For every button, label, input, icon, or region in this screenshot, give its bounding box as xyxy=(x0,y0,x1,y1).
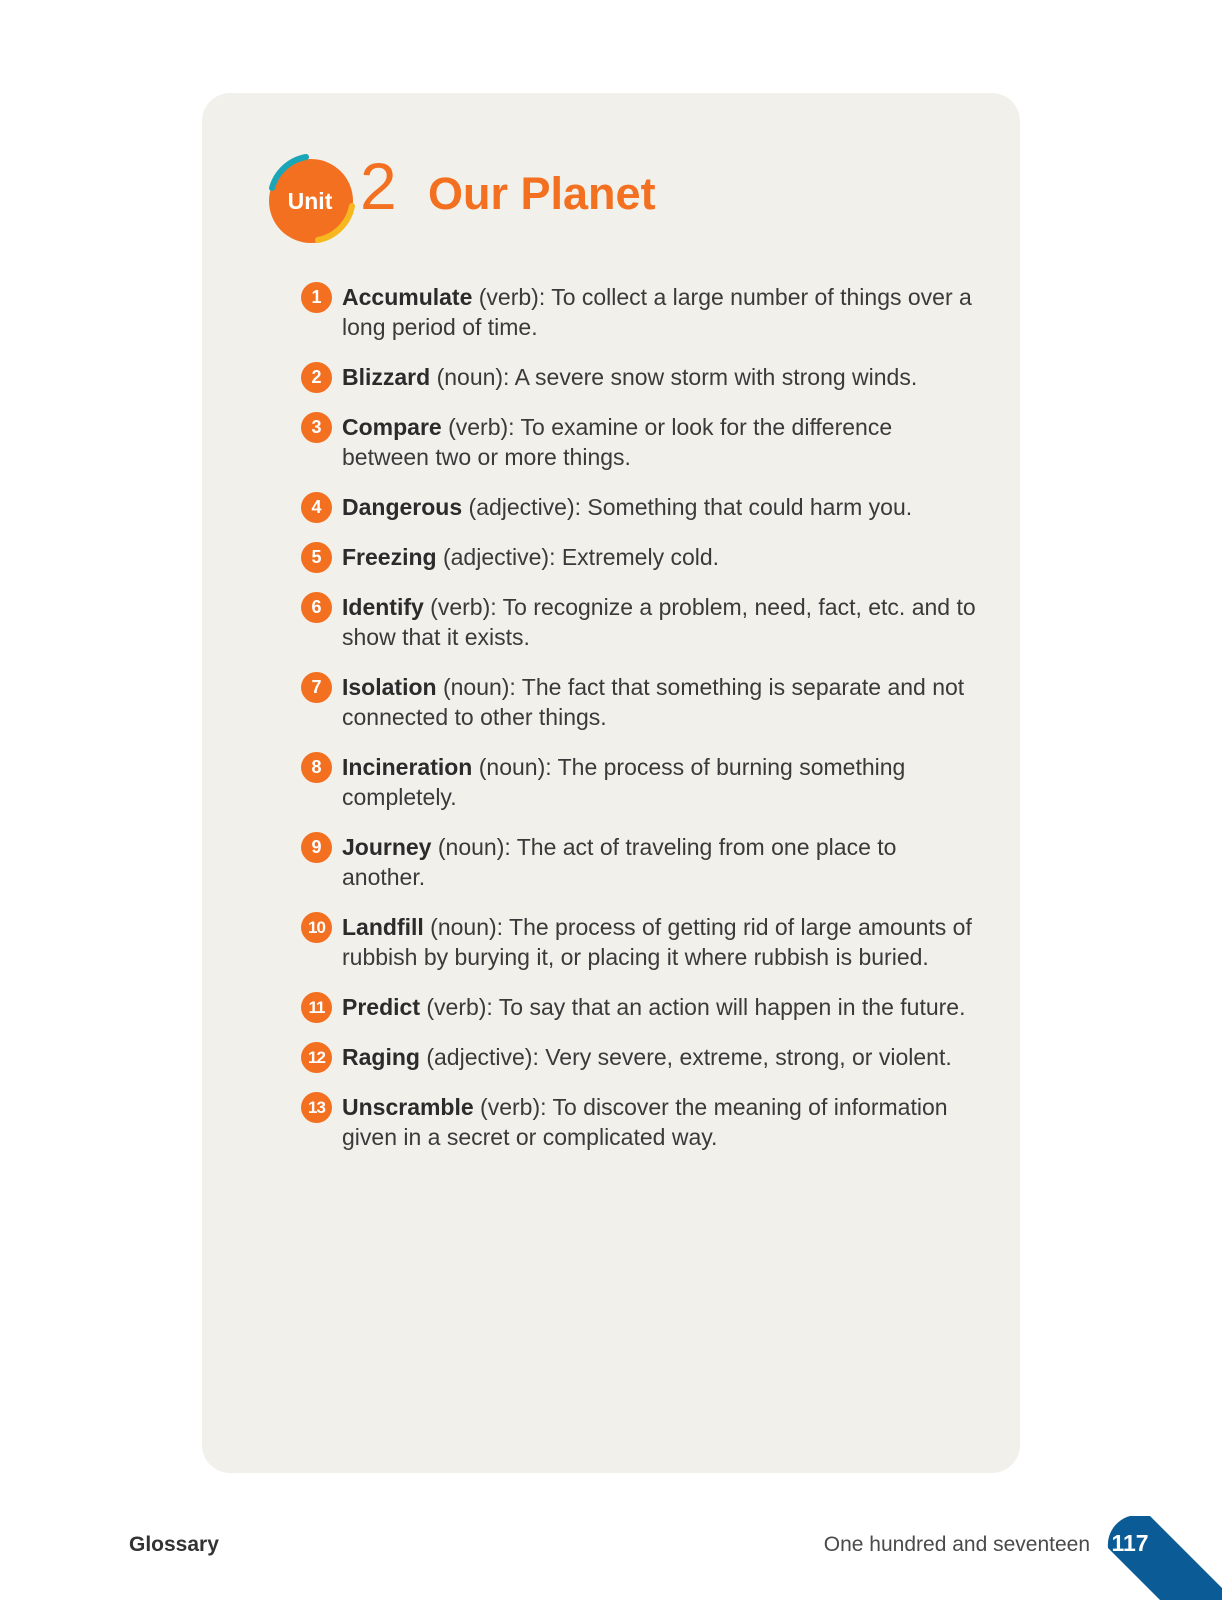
glossary-entry xyxy=(301,412,981,472)
glossary-term: Landfill xyxy=(342,914,424,940)
glossary-entry xyxy=(301,832,981,892)
entry-number-badge: 9 xyxy=(301,832,332,863)
entry-number-badge: 12 xyxy=(301,1042,332,1073)
glossary-entry xyxy=(301,992,981,1022)
glossary-term: Freezing xyxy=(342,544,437,570)
entry-number-badge: 4 xyxy=(301,492,332,523)
glossary-definition: (adjective): Extremely cold. xyxy=(436,544,720,570)
entry-number-badge: 3 xyxy=(301,412,332,443)
glossary-entry xyxy=(301,752,981,812)
glossary-term: Accumulate xyxy=(342,284,473,310)
glossary-term: Unscramble xyxy=(342,1094,474,1120)
footer-page-words: One hundred and seventeen xyxy=(823,1533,1090,1556)
entry-number-badge: 10 xyxy=(301,912,332,943)
entry-number-badge: 1 xyxy=(301,282,332,313)
entry-number-badge: 5 xyxy=(301,542,332,573)
glossary-entry xyxy=(301,912,981,972)
glossary-definition: (verb): To recognize a problem, need, fact, etc. and to show that it exists. xyxy=(342,594,976,650)
unit-label: Unit xyxy=(287,188,333,214)
page-tab-shape-icon xyxy=(1100,1516,1222,1600)
glossary-definition: (verb): To discover the meaning of information given in a secret or complicated way. xyxy=(342,1094,948,1150)
glossary-definition: (verb): To say that an action will happen in the future. xyxy=(419,994,966,1020)
glossary-definition: (noun): The act of traveling from one place to another. xyxy=(342,834,897,890)
glossary-definition: (noun): The fact that something is separate and not connected to other things. xyxy=(342,674,965,730)
unit-number: 2 xyxy=(360,149,397,223)
glossary-definition: (noun): The process of burning something completely. xyxy=(342,754,906,810)
page-tab xyxy=(1100,1516,1222,1600)
glossary-entry xyxy=(301,492,981,522)
glossary-entry xyxy=(301,362,981,392)
footer-section-label: Glossary xyxy=(129,1533,219,1556)
glossary-term: Raging xyxy=(342,1044,420,1070)
page-title: Our Planet xyxy=(428,168,656,219)
entry-number-badge: 11 xyxy=(301,992,332,1023)
glossary-definition: (adjective): Very severe, extreme, strong, or violent. xyxy=(419,1044,952,1070)
glossary-definition: (adjective): Something that could harm you. xyxy=(462,494,913,520)
glossary-definition: (verb): To collect a large number of things over a long period of time. xyxy=(342,284,972,340)
entry-number-badge: 6 xyxy=(301,592,332,623)
glossary-term: Predict xyxy=(342,994,420,1020)
page-number: 117 xyxy=(1111,1530,1149,1556)
glossary-term: Isolation xyxy=(342,674,437,700)
entry-number-badge: 8 xyxy=(301,752,332,783)
glossary-entry xyxy=(301,1042,981,1072)
glossary-term: Dangerous xyxy=(342,494,463,520)
glossary-term: Compare xyxy=(342,414,442,440)
glossary-term: Incineration xyxy=(342,754,473,780)
glossary-term: Blizzard xyxy=(342,364,431,390)
glossary-entry xyxy=(301,542,981,572)
entry-number-badge: 2 xyxy=(301,362,332,393)
glossary-term: Identify xyxy=(342,594,424,620)
unit-badge xyxy=(266,154,362,250)
glossary-entry xyxy=(301,1092,981,1152)
glossary-definition: (verb): To examine or look for the difference between two or more things. xyxy=(342,414,893,470)
glossary-entry xyxy=(301,672,981,732)
entry-number-badge: 13 xyxy=(301,1092,332,1123)
glossary-term: Journey xyxy=(342,834,432,860)
glossary-entry xyxy=(301,282,981,342)
entry-number-badge: 7 xyxy=(301,672,332,703)
glossary-entry xyxy=(301,592,981,652)
glossary-definition: (noun): The process of getting rid of large amounts of rubbish by burying it, or placing it where rubbish is buried. xyxy=(342,914,972,970)
glossary-definition: (noun): A severe snow storm with strong winds. xyxy=(430,364,918,390)
glossary-list xyxy=(301,282,981,1172)
